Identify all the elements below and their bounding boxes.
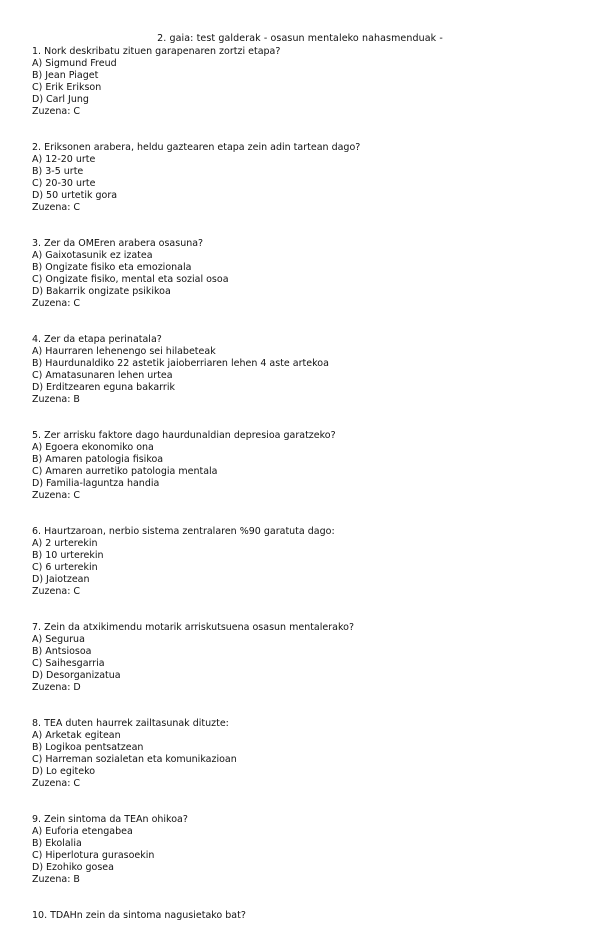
- answer-option: B) Amaren patologia fisikoa: [32, 454, 164, 465]
- correct-answer: Zuzena: C: [32, 778, 81, 789]
- answer-option: C) Amatasunaren lehen urtea: [32, 370, 173, 381]
- answer-option: D) Jaiotzean: [32, 574, 90, 585]
- answer-option: D) Bakarrik ongizate psikikoa: [32, 286, 171, 297]
- question-block: [32, 238, 572, 310]
- answer-option: A) 12-20 urte: [32, 154, 96, 165]
- answer-option: A) Haurraren lehenengo sei hilabeteak: [32, 346, 216, 357]
- answer-option: C) 6 urterekin: [32, 562, 98, 573]
- answer-option: C) Hiperlotura gurasoekin: [32, 850, 155, 861]
- answer-option: D) Familia-laguntza handia: [32, 478, 160, 489]
- correct-answer: Zuzena: B: [32, 394, 80, 405]
- answer-option: D) Desorganizatua: [32, 670, 121, 681]
- answer-option: B) Antsiosoa: [32, 646, 92, 657]
- correct-answer: Zuzena: D: [32, 682, 81, 693]
- correct-answer: Zuzena: C: [32, 298, 81, 309]
- answer-option: A) Gaixotasunik ez izatea: [32, 250, 153, 261]
- answer-option: D) Carl Jung: [32, 94, 89, 105]
- answer-option: B) Jean Piaget: [32, 70, 99, 81]
- question-block: [32, 430, 572, 502]
- answer-option: B) 3-5 urte: [32, 166, 84, 177]
- question-block: [32, 526, 572, 598]
- correct-answer: Zuzena: C: [32, 490, 81, 501]
- answer-option: D) 50 urtetik gora: [32, 190, 118, 201]
- question-block: [32, 622, 572, 694]
- question-text: 7. Zein da atxikimendu motarik arriskutsuena osasun mentalerako?: [32, 622, 354, 633]
- question-text: 10. TDAHn zein da sintoma nagusietako bat?: [32, 910, 246, 921]
- document-title: 2. gaia: test galderak - osasun mentaleko nahasmenduak -: [157, 33, 443, 44]
- question-text: 3. Zer da OMEren arabera osasuna?: [32, 238, 204, 249]
- answer-option: B) Logikoa pentsatzean: [32, 742, 144, 753]
- question-list: [32, 46, 572, 946]
- correct-answer: Zuzena: C: [32, 586, 81, 597]
- question-text: 4. Zer da etapa perinatala?: [32, 334, 162, 345]
- answer-option: A) Egoera ekonomiko ona: [32, 442, 154, 453]
- answer-option: C) 20-30 urte: [32, 178, 96, 189]
- question-text: 5. Zer arrisku faktore dago haurdunaldian depresioa garatzeko?: [32, 430, 336, 441]
- question-block: [32, 46, 572, 118]
- answer-option: C) Saihesgarria: [32, 658, 105, 669]
- answer-option: C) Amaren aurretiko patologia mentala: [32, 466, 218, 477]
- answer-option: D) Lo egiteko: [32, 766, 96, 777]
- answer-option: A) Euforia etengabea: [32, 826, 133, 837]
- question-block: [32, 910, 572, 922]
- correct-answer: Zuzena: C: [32, 202, 81, 213]
- question-text: 2. Eriksonen arabera, heldu gaztearen etapa zein adin tartean dago?: [32, 142, 361, 153]
- answer-option: D) Ezohiko gosea: [32, 862, 114, 873]
- question-block: [32, 814, 572, 886]
- answer-option: C) Harreman sozialetan eta komunikazioan: [32, 754, 237, 765]
- correct-answer: Zuzena: C: [32, 106, 81, 117]
- answer-option: C) Erik Erikson: [32, 82, 102, 93]
- correct-answer: Zuzena: B: [32, 874, 80, 885]
- answer-option: A) 2 urterekin: [32, 538, 98, 549]
- answer-option: D) Erditzearen eguna bakarrik: [32, 382, 175, 393]
- question-block: [32, 142, 572, 214]
- question-block: [32, 718, 572, 790]
- answer-option: C) Ongizate fisiko, mental eta sozial osoa: [32, 274, 229, 285]
- answer-option: A) Arketak egitean: [32, 730, 121, 741]
- question-block: [32, 334, 572, 406]
- question-text: 8. TEA duten haurrek zailtasunak dituzte:: [32, 718, 229, 729]
- question-text: 9. Zein sintoma da TEAn ohikoa?: [32, 814, 188, 825]
- question-text: 6. Haurtzaroan, nerbio sistema zentralaren %90 garatuta dago:: [32, 526, 335, 537]
- answer-option: A) Segurua: [32, 634, 85, 645]
- answer-option: B) Ongizate fisiko eta emozionala: [32, 262, 192, 273]
- answer-option: B) 10 urterekin: [32, 550, 104, 561]
- answer-option: B) Ekolalia: [32, 838, 82, 849]
- question-text: 1. Nork deskribatu zituen garapenaren zortzi etapa?: [32, 46, 281, 57]
- answer-option: A) Sigmund Freud: [32, 58, 117, 69]
- answer-option: B) Haurdunaldiko 22 astetik jaioberriaren lehen 4 aste artekoa: [32, 358, 329, 369]
